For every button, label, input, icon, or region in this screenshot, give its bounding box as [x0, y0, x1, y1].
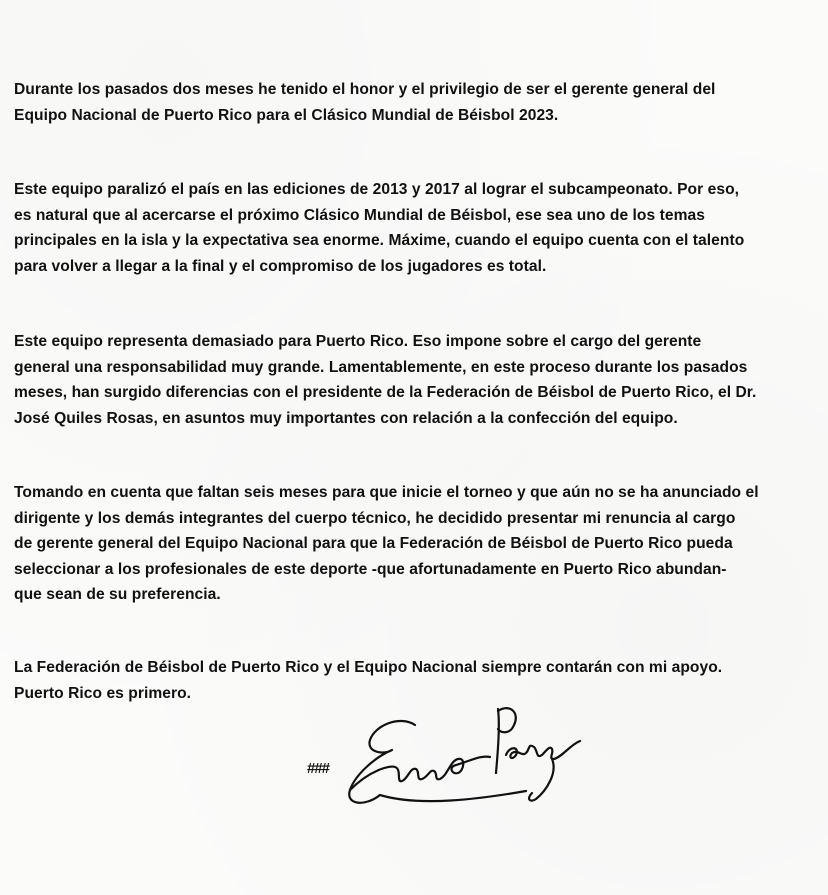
- end-mark: ###: [307, 760, 330, 777]
- handwritten-signature: [330, 695, 600, 815]
- paragraph-2: Este equipo paralizó el país en las ediciones de 2013 y 2017 al lograr el subcampeonato. Por eso, es natural que al acercarse el próximo Clásico Mundial de Béisbol, ese sea uno de los temas principales en la isla y la expectativa sea enorme. Máxime, cuando el equipo cuenta con el talento para volver a llegar a la final y el compromiso de los jugadores es total.: [14, 181, 745, 275]
- paragraph-4: Tomando en cuenta que faltan seis meses para que inicie el torneo y que aún no se ha anunciado el dirigente y los demás integrantes del cuerpo técnico, he decidido presentar mi renuncia al cargo de gerente general del Equipo Nacional para que la Federación de Béisbol de Puerto Rico pueda seleccionar a los profesionales de este deporte -que afortunadamente en Puerto Rico abundan- que sean de su preferencia.: [14, 484, 759, 603]
- paragraph-3: Este equipo representa demasiado para Puerto Rico. Eso impone sobre el cargo del gerente general una responsabilidad muy grande. Lamentablemente, en este proceso durante los pasados meses, han surgido diferencias con el presidente de la Federación de Béisbol de Puerto Rico, el Dr. José Quiles Rosas, en asuntos muy importantes con relación a la confección del equipo.: [14, 333, 757, 427]
- paragraph-5: La Federación de Béisbol de Puerto Rico y el Equipo Nacional siempre contarán con mi apoyo. Puerto Rico es primero.: [14, 659, 723, 702]
- paragraph-1: Durante los pasados dos meses he tenido el honor y el privilegio de ser el gerente general del Equipo Nacional de Puerto Rico para el Clásico Mundial de Béisbol 2023.: [14, 81, 716, 124]
